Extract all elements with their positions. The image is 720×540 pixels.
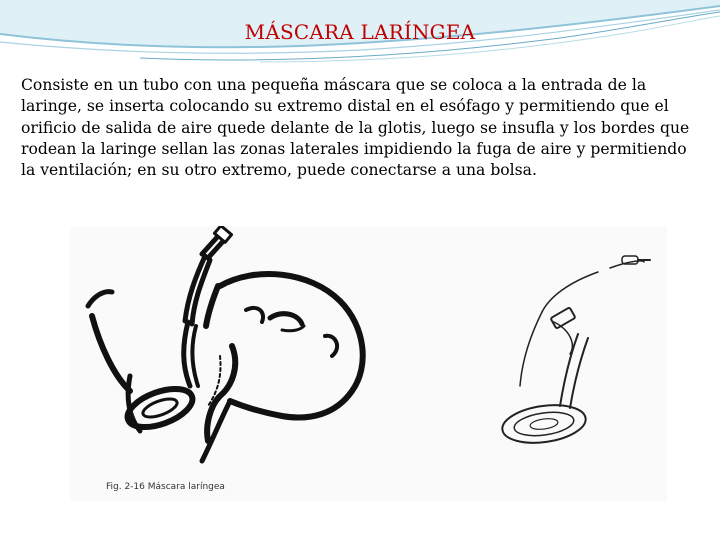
laryngeal-mask-illustration (70, 226, 667, 502)
slide-title: MÁSCARA LARÍNGEA (244, 20, 476, 44)
figure-caption: Fig. 2-16 Máscara laríngea (106, 482, 225, 492)
laryngeal-mask-figure (70, 226, 667, 502)
slide-body-text: Consiste en un tubo con una pequeña máscara que se coloca a la entrada de la laringe, se inserta colocando su extremo distal en el esófago y permitiendo que el orificio de salida de aire quede delante de la glotis, luego se insufla y los bordes que rodean la laringe sellan las zonas laterales impidiendo la fuga de aire y permitiendo la ventilación; en su otro extremo, puede conectarse a una bolsa. (21, 76, 690, 180)
